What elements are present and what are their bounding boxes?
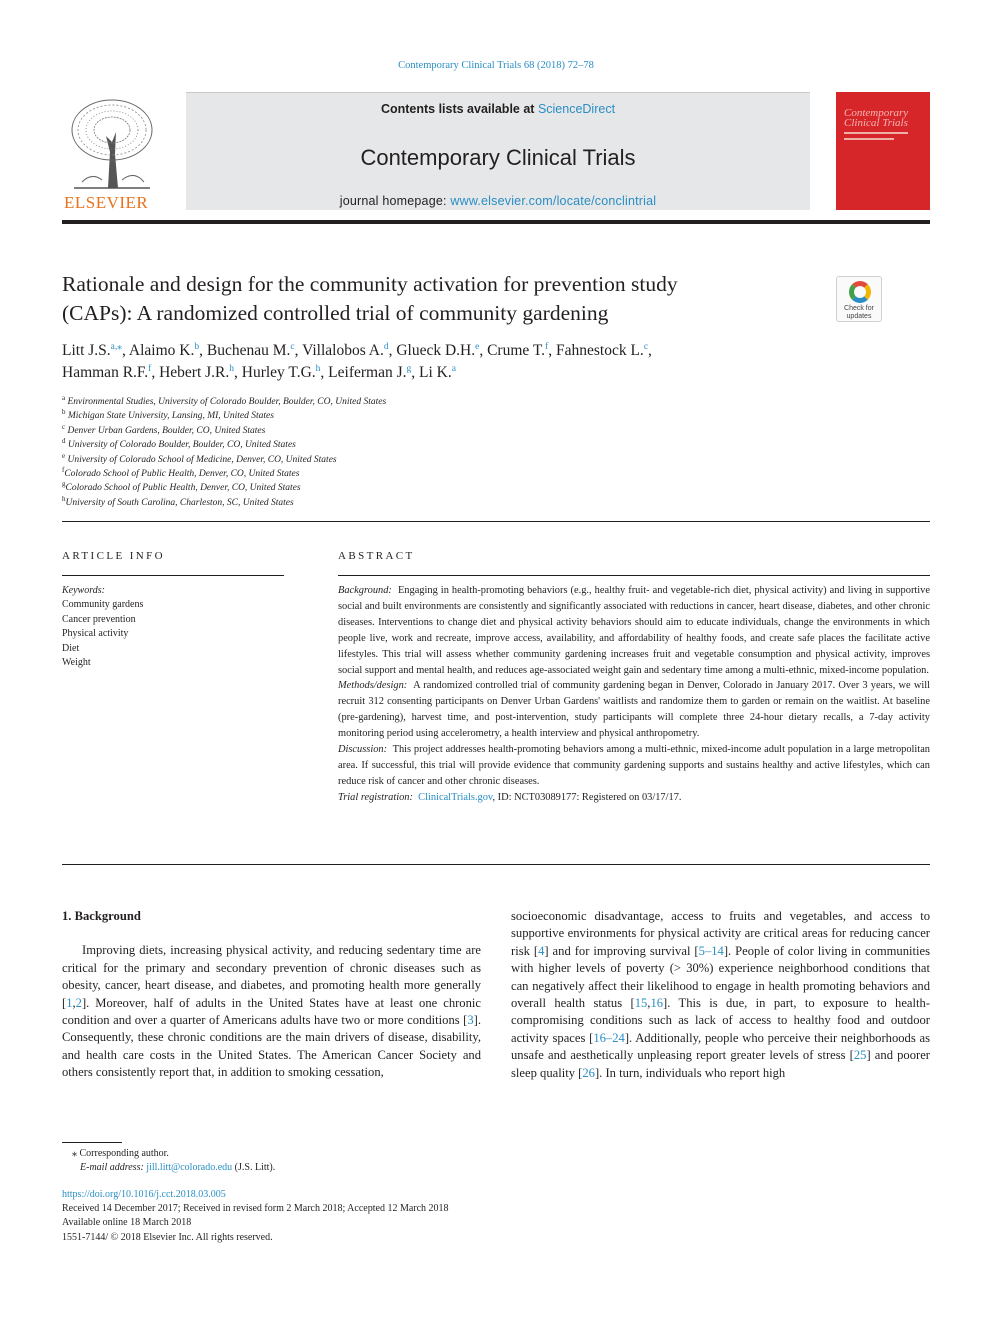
body-text: , xyxy=(72,995,76,1010)
abstract-label: Methods/design: xyxy=(338,680,408,692)
author-sup[interactable]: h xyxy=(315,363,321,374)
affiliation-text: University of South Carolina, Charleston, SC, United States xyxy=(65,497,294,508)
contents-line xyxy=(186,102,810,116)
affiliation-item xyxy=(62,409,662,423)
author-sup[interactable]: g xyxy=(406,363,412,374)
author-list xyxy=(62,340,822,384)
abstract-background xyxy=(338,583,930,678)
journal-cover-image[interactable] xyxy=(836,92,930,210)
affiliation-text: Colorado School of Public Health, Denver, CO, United States xyxy=(65,483,301,494)
author-name[interactable]: Fahnestock L. xyxy=(555,342,644,359)
abstract-heading: ABSTRACT xyxy=(338,550,415,562)
author-name[interactable]: Hamman R.F. xyxy=(62,364,149,381)
corresponding-author-note: ⁎ Corresponding author. xyxy=(72,1148,169,1159)
available-online: Available online 18 March 2018 xyxy=(62,1217,192,1229)
affiliation-item xyxy=(62,424,662,438)
email-suffix: (J.S. Litt). xyxy=(232,1162,276,1174)
author-separator: , xyxy=(479,342,488,359)
author-separator: , xyxy=(411,364,419,381)
citation-link[interactable]: 2 xyxy=(75,995,82,1010)
author-sup[interactable]: b xyxy=(194,341,200,352)
copyright: 1551-7144/ © 2018 Elsevier Inc. All rights reserved. xyxy=(62,1231,273,1243)
journal-header xyxy=(62,92,930,212)
citation-link[interactable]: 1 xyxy=(66,995,73,1010)
section-heading: 1. Background xyxy=(62,909,141,923)
affiliation-key: e xyxy=(62,451,66,460)
affiliation-text: Environmental Studies, University of Colorado Boulder, Boulder, CO, United States xyxy=(67,397,387,407)
affiliation-key: g xyxy=(62,480,66,489)
affiliation-text: University of Colorado Boulder, Boulder, CO, United States xyxy=(67,440,296,451)
affiliation-list xyxy=(62,395,662,510)
keyword-item: Cancer prevention xyxy=(62,613,136,625)
affiliation-key: c xyxy=(62,422,66,431)
affiliation-text: University of Colorado School of Medicine, Denver, CO, United States xyxy=(67,454,337,465)
article-title-line: Rationale and design for the community activation for prevention study xyxy=(62,272,678,296)
cover-title: Contemporary Clinical Trials xyxy=(844,107,909,129)
author-separator: , xyxy=(122,342,129,359)
article-info-rule xyxy=(62,575,284,576)
author-sup[interactable]: a,⁎ xyxy=(110,341,123,352)
author-name[interactable]: Litt J.S. xyxy=(62,342,111,359)
body-text: ]. Additionally, people who perceive their neighborhoods as unsafe and aesthetically unpleasing report greater levels of stress [ xyxy=(511,1030,930,1063)
affiliation-text: Denver Urban Gardens, Boulder, CO, United States xyxy=(67,425,266,436)
body-text: ] and for improving survival [ xyxy=(544,943,699,958)
check-for-updates-button[interactable] xyxy=(836,276,882,322)
body-paragraph xyxy=(511,908,930,1082)
email-label: E-mail address: xyxy=(80,1162,144,1174)
affiliation-key: h xyxy=(62,494,66,503)
affiliation-text: Michigan State University, Lansing, MI, United States xyxy=(67,411,274,422)
author-name[interactable]: Leiferman J. xyxy=(328,364,407,381)
article-info-heading: ARTICLE INFO xyxy=(62,550,165,562)
citation-link[interactable]: 26 xyxy=(582,1065,595,1080)
clinicaltrials-link[interactable]: ClinicalTrials.gov xyxy=(418,791,493,803)
check-updates-icon xyxy=(849,281,871,303)
affiliation-item xyxy=(62,438,662,452)
author-name[interactable]: Villalobos A. xyxy=(302,342,384,359)
author-sup[interactable]: h xyxy=(229,363,235,374)
author-separator: , xyxy=(199,342,207,359)
contents-prefix: Contents lists available at xyxy=(380,102,538,116)
abstract-methods xyxy=(338,678,930,742)
abstract-body xyxy=(338,583,930,806)
citation-link[interactable]: 16–24 xyxy=(593,1030,625,1045)
elsevier-wordmark: ELSEVIER xyxy=(64,193,149,212)
journal-homepage xyxy=(186,194,810,208)
email-note xyxy=(62,1161,662,1175)
author-name[interactable]: Glueck D.H. xyxy=(396,342,476,359)
body-text: socioeconomic disadvantage, access to fruits and vegetables, and access to supportive environments for physical activity are critical areas for reducing cancer risk [ xyxy=(511,909,930,958)
journal-citation-link[interactable]: Contemporary Clinical Trials 68 (2018) 72–78 xyxy=(398,60,594,71)
author-separator: , xyxy=(294,342,303,359)
homepage-prefix: journal homepage: xyxy=(339,194,451,208)
citation-link[interactable]: 5–14 xyxy=(698,943,724,958)
body-text: Improving diets, increasing physical activity, and reducing sedentary time are critical for the primary and secondary prevention of chronic diseases such as obesity, cancer, heart disease, and diabetes, and promoting health more generally [ xyxy=(62,943,481,1010)
citation-link[interactable]: 25 xyxy=(853,1048,867,1063)
author-separator: , xyxy=(548,342,556,359)
received-dates: Received 14 December 2017; Received in revised form 2 March 2018; Accepted 12 March 2018 xyxy=(62,1203,449,1215)
citation-link[interactable]: 4 xyxy=(538,943,545,958)
abstract-text: This project addresses health-promoting behaviors among a multi-ethnic, mixed-income adult population in a large metropolitan area. If successful, this trial will provide evidence that community gardening supports and sustains healthy and active lifestyles, which can reduce risk of cancer and other chronic diseases. xyxy=(338,744,931,787)
author-separator: , xyxy=(648,342,652,359)
body-right-column xyxy=(511,908,930,1082)
affiliation-key: b xyxy=(62,408,66,417)
cover-decoration xyxy=(844,132,908,134)
keyword-item: Diet xyxy=(62,642,80,654)
body-left-column xyxy=(62,908,481,1082)
body-text: , xyxy=(647,996,651,1011)
abstract-bottom-rule xyxy=(62,864,930,865)
keywords-label: Keywords: xyxy=(62,585,105,596)
publication-info xyxy=(62,1188,662,1245)
cover-decoration xyxy=(844,138,894,140)
author-sup[interactable]: d xyxy=(383,341,389,352)
body-text: ]. People of color living in communities with higher levels of poverty (> 30%) experience neighborhood conditions that can negatively affect their likelihood to engage in health promoting behaviors and overall health status [ xyxy=(511,943,931,1011)
check-updates-label: Check for updates xyxy=(844,305,874,320)
affiliation-item xyxy=(62,496,662,510)
abstract-label: Background: xyxy=(338,585,392,596)
keyword-item: Community gardens xyxy=(62,599,144,611)
keyword-item: Weight xyxy=(62,657,91,669)
doi-link[interactable]: https://doi.org/10.1016/j.cct.2018.03.005 xyxy=(62,1189,226,1200)
citation-link[interactable]: 16 xyxy=(650,996,664,1011)
author-sup[interactable]: a xyxy=(451,363,456,374)
author-name[interactable]: Li K. xyxy=(419,364,452,381)
abstract-rule xyxy=(338,575,930,576)
keywords-block xyxy=(62,584,284,670)
article-title-line: (CAPs): A randomized controlled trial of community gardening xyxy=(62,301,609,325)
sciencedirect-link[interactable]: ScienceDirect xyxy=(537,102,616,116)
body-text: ]. Consequently, these chronic conditions are the main drivers of disease, disability, and health care costs in the United States. The American Cancer Society and others consistently report that, in addition to smoking cessation, xyxy=(62,1013,481,1080)
author-separator: , xyxy=(234,364,242,381)
affiliation-key: d xyxy=(62,437,66,446)
footnote-rule xyxy=(62,1142,122,1143)
body-text: ]. Moreover, half of adults in the United States have at least one chronic condition and over a quarter of Americans adults have two or more conditions [ xyxy=(62,995,481,1028)
homepage-link[interactable]: www.elsevier.com/locate/conclintrial xyxy=(450,194,657,208)
author-sup[interactable]: e xyxy=(475,341,480,352)
abstract-text: Engaging in health-promoting behaviors (e.g., healthy fruit- and vegetable-rich diet, physical activity) and living in supportive social and built environments are consistently and significantly associated with reductions in cancer, heart disease, diabetes, and other chronic diseases. Interventions to change diet and physical activity behaviors should aim to educate individuals, change the environments in which people live, work and recreate, improve access, availability, and affordability of healthy foods, and create safe places the facilitate active lifestyles. This trial will assess whether community gardening increases fruit and vegetable consumption and physical activity, improves social support and mental health, and reduces age-associated weight gain and sedentary time among a multi-ethnic, mixed-income population. xyxy=(338,585,930,676)
abstract-label: Trial registration: xyxy=(338,791,413,803)
abstract-discussion xyxy=(338,742,930,790)
keyword-item: Physical activity xyxy=(62,628,129,640)
email-link[interactable]: jill.litt@colorado.edu xyxy=(146,1162,233,1174)
affiliation-divider xyxy=(62,521,930,522)
author-sup[interactable]: c xyxy=(290,341,295,352)
author-name[interactable]: Hebert J.R. xyxy=(159,364,230,381)
affiliation-text: Colorado School of Public Health, Denver, CO, United States xyxy=(64,469,300,480)
author-separator: , xyxy=(388,342,397,359)
elsevier-tree-logo xyxy=(62,92,162,212)
body-text: ]. This is due, in part, to exposure to health-compromising conditions such as lack of access to healthy food and outdoor activity spaces [ xyxy=(511,996,930,1045)
affiliation-key: a xyxy=(62,393,66,402)
citation-link[interactable]: 3 xyxy=(467,1013,474,1028)
affiliation-item xyxy=(62,453,662,467)
affiliation-item xyxy=(62,481,662,495)
citation-link[interactable]: 15 xyxy=(634,996,648,1011)
author-sup[interactable]: f xyxy=(545,341,549,352)
author-sup[interactable]: c xyxy=(643,341,649,352)
abstract-label: Discussion: xyxy=(338,744,388,756)
article-title xyxy=(62,270,822,328)
author-name[interactable]: Hurley T.G. xyxy=(241,364,316,381)
abstract-trial-registration xyxy=(338,790,930,806)
journal-banner xyxy=(186,92,810,210)
journal-title: Contemporary Clinical Trials xyxy=(360,145,636,170)
body-text: ] and poorer sleep quality [ xyxy=(511,1048,930,1080)
author-separator: , xyxy=(151,364,160,381)
author-name[interactable]: Alaimo K. xyxy=(128,342,195,359)
header-divider xyxy=(62,220,930,224)
body-paragraph xyxy=(62,942,481,1081)
abstract-text: , ID: NCT03089177: Registered on 03/17/17. xyxy=(492,791,682,803)
author-separator: , xyxy=(320,364,329,381)
author-name[interactable]: Crume T. xyxy=(487,342,546,359)
affiliation-item xyxy=(62,467,662,481)
body-text: ]. In turn, individuals who report high xyxy=(594,1065,786,1080)
author-sup[interactable]: f xyxy=(148,363,152,374)
footnotes xyxy=(62,1147,662,1175)
author-name[interactable]: Buchenau M. xyxy=(206,342,291,359)
affiliation-item xyxy=(62,395,662,409)
abstract-text: A randomized controlled trial of community gardening began in Denver, Colorado in January 2017. Over 3 years, we will recruit 312 consenting participants on Denver Urban Gardens' waitlists and randomize them to garden or remain on the waitlist. At baseline (pre-gardening), harvest time, and post-intervention, study participants will complete three 24-hour dietary recalls, a 7-day activity monitoring period using accelerometry, a health interview and physical anthropometry. xyxy=(338,680,930,740)
affiliation-key: f xyxy=(62,465,65,474)
